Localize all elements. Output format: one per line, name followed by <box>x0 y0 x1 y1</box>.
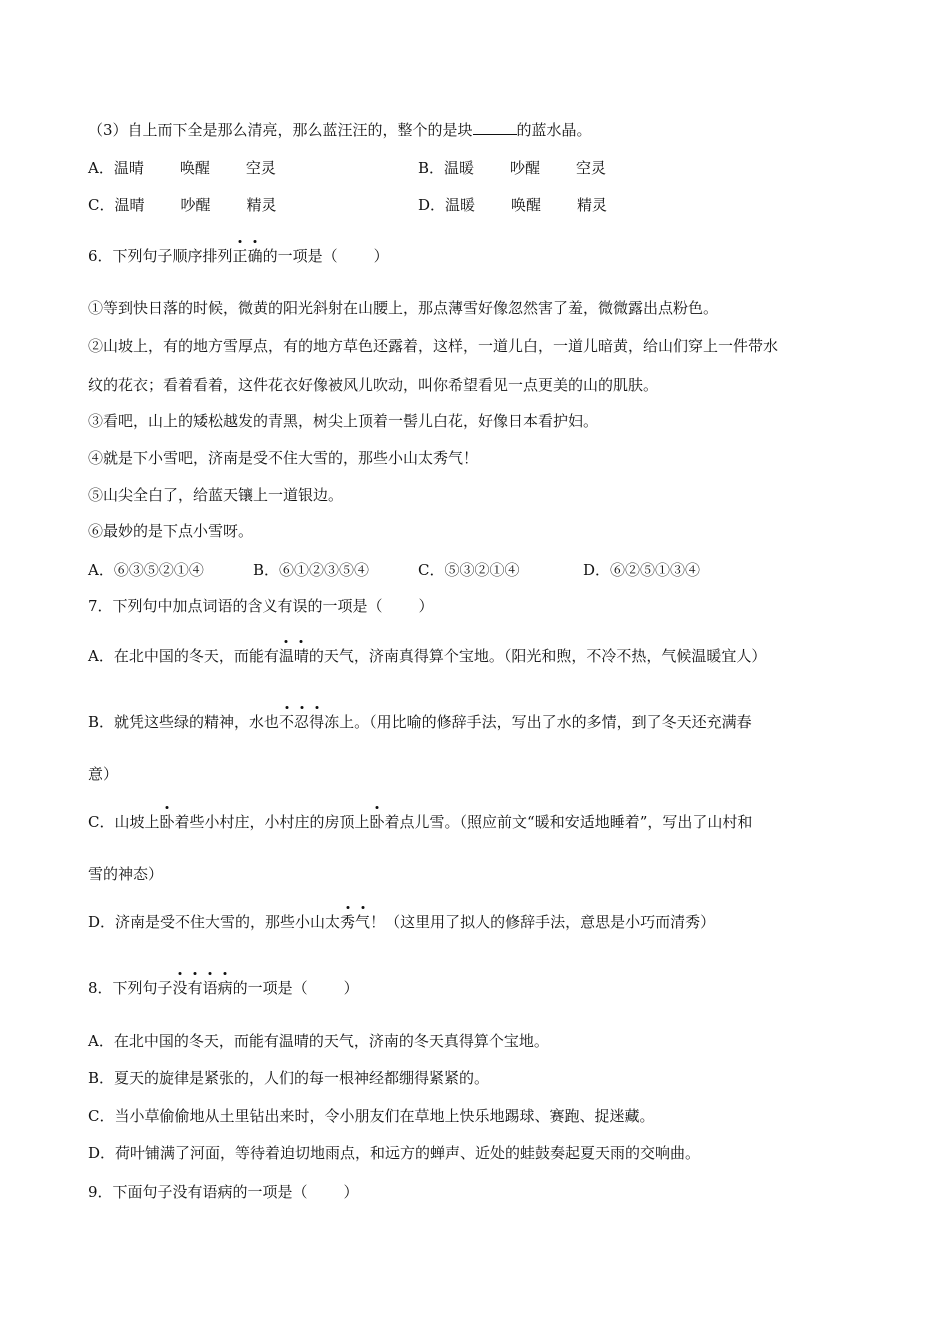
q8-option-b: B．夏天的旋律是紧张的，人们的每一根神经都绷得紧紧的。 <box>88 1069 490 1087</box>
q7-option-b-cont: 意） <box>88 765 119 783</box>
q7-stem: 7．下列句中加点词语的含义有误的一项是（ ） <box>88 597 434 615</box>
q7-option-b: B．就凭这些绿的精神，水也不忍得冻上。（用比喻的修辞手法，写出了水的多情，到了冬天还充满春 <box>88 713 752 731</box>
q8-option-a: A．在北中国的冬天，而能有温晴的天气，济南的冬天真得算个宝地。 <box>88 1032 549 1050</box>
answer-blank <box>473 120 517 135</box>
emphasis-dot-char: 忍 <box>294 713 310 731</box>
emphasis-dot-char: 有 <box>187 979 203 997</box>
q5-sub3-stem <box>88 120 592 140</box>
q6-sentence-5: ⑤山尖全白了，给蓝天镶上一道银边。 <box>88 486 344 504</box>
q6-option-c: C．⑤③②①④ <box>418 561 520 579</box>
q7-option-a: A．在北中国的冬天，而能有温晴的天气，济南真得算个宝地。（阳光和煦，不冷不热，气候温暖宜人） <box>88 647 767 665</box>
emphasis-dot-char: 温 <box>278 647 294 665</box>
q5-stem-text-end: 的蓝水晶。 <box>516 121 592 139</box>
emphasis-dot-char: 确 <box>247 247 263 265</box>
q6-option-a: A．⑥③⑤②①④ <box>88 561 204 579</box>
q5-option-b: B．温暖 吵醒 空灵 <box>418 159 607 177</box>
emphasis-dot-char: 晴 <box>293 647 309 665</box>
emphasis-dot-char: 不 <box>279 713 295 731</box>
emphasis-dot-char: 秀 <box>340 913 356 931</box>
q6-sentence-2-cont: 纹的花衣；看着看着，这件花衣好像被风儿吹动，叫你希望看见一点更美的山的肌肤。 <box>88 376 659 394</box>
q8-stem: 8．下列句子没有语病的一项是（ ） <box>88 979 359 997</box>
q6-sentence-3: ③看吧，山上的矮松越发的青黑，树尖上顶着一髻儿白花，好像日本看护妇。 <box>88 412 599 430</box>
q7-option-c: C．山坡上卧着些小村庄，小村庄的房顶上卧着点儿雪。（照应前文“暖和安适地睡着”，写出了山村和 <box>88 813 753 831</box>
emphasis-dot-char: 卧 <box>369 813 385 831</box>
q8-option-c: C．当小草偷偷地从土里钻出来时，令小朋友们在草地上快乐地踢球、赛跑、捉迷藏。 <box>88 1107 655 1125</box>
q8-option-d: D．荷叶铺满了河面，等待着迫切地雨点，和远方的蝉声、近处的蛙鼓奏起夏天雨的交响曲。 <box>88 1144 701 1162</box>
q7-option-d: D．济南是受不住大雪的，那些小山太秀气！（这里用了拟人的修辞手法，意思是小巧而清秀） <box>88 913 716 931</box>
q7-option-c-cont: 雪的神态） <box>88 865 164 883</box>
q5-option-d: D．温暖 唤醒 精灵 <box>418 196 608 214</box>
q5-option-c: C．温晴 吵醒 精灵 <box>88 196 277 214</box>
emphasis-dot-char: 得 <box>309 713 325 731</box>
emphasis-dot-char: 病 <box>217 979 233 997</box>
q6-sentence-1: ①等到快日落的时候，微黄的阳光斜射在山腰上，那点薄雪好像忽然害了羞，微微露出点粉色。 <box>88 299 719 317</box>
q6-sentence-2: ②山坡上，有的地方雪厚点，有的地方草色还露着，这样，一道儿白，一道儿暗黄，给山们穿上一件带水 <box>88 337 779 355</box>
emphasis-dot-char: 语 <box>202 979 218 997</box>
q5-option-a: A．温晴 唤醒 空灵 <box>88 159 276 177</box>
q6-sentence-4: ④就是下小雪吧，济南是受不住大雪的，那些小山太秀气！ <box>88 449 479 467</box>
emphasis-dot-char: 卧 <box>159 813 175 831</box>
q6-stem: 6．下列句子顺序排列正确的一项是（ ） <box>88 247 389 265</box>
q6-sentence-6: ⑥最妙的是下点小雪呀。 <box>88 522 254 540</box>
q6-option-d: D．⑥②⑤①③④ <box>583 561 701 579</box>
emphasis-dot-char: 没 <box>172 979 188 997</box>
q9-stem: 9．下面句子没有语病的一项是（ ） <box>88 1183 359 1201</box>
q6-option-b: B．⑥①②③⑤④ <box>253 561 370 579</box>
emphasis-dot-char: 气 <box>355 913 371 931</box>
emphasis-dot-char: 正 <box>232 247 248 265</box>
q5-stem-text: （3）自上而下全是那么清亮，那么蓝汪汪的，整个的是块 <box>88 121 473 139</box>
